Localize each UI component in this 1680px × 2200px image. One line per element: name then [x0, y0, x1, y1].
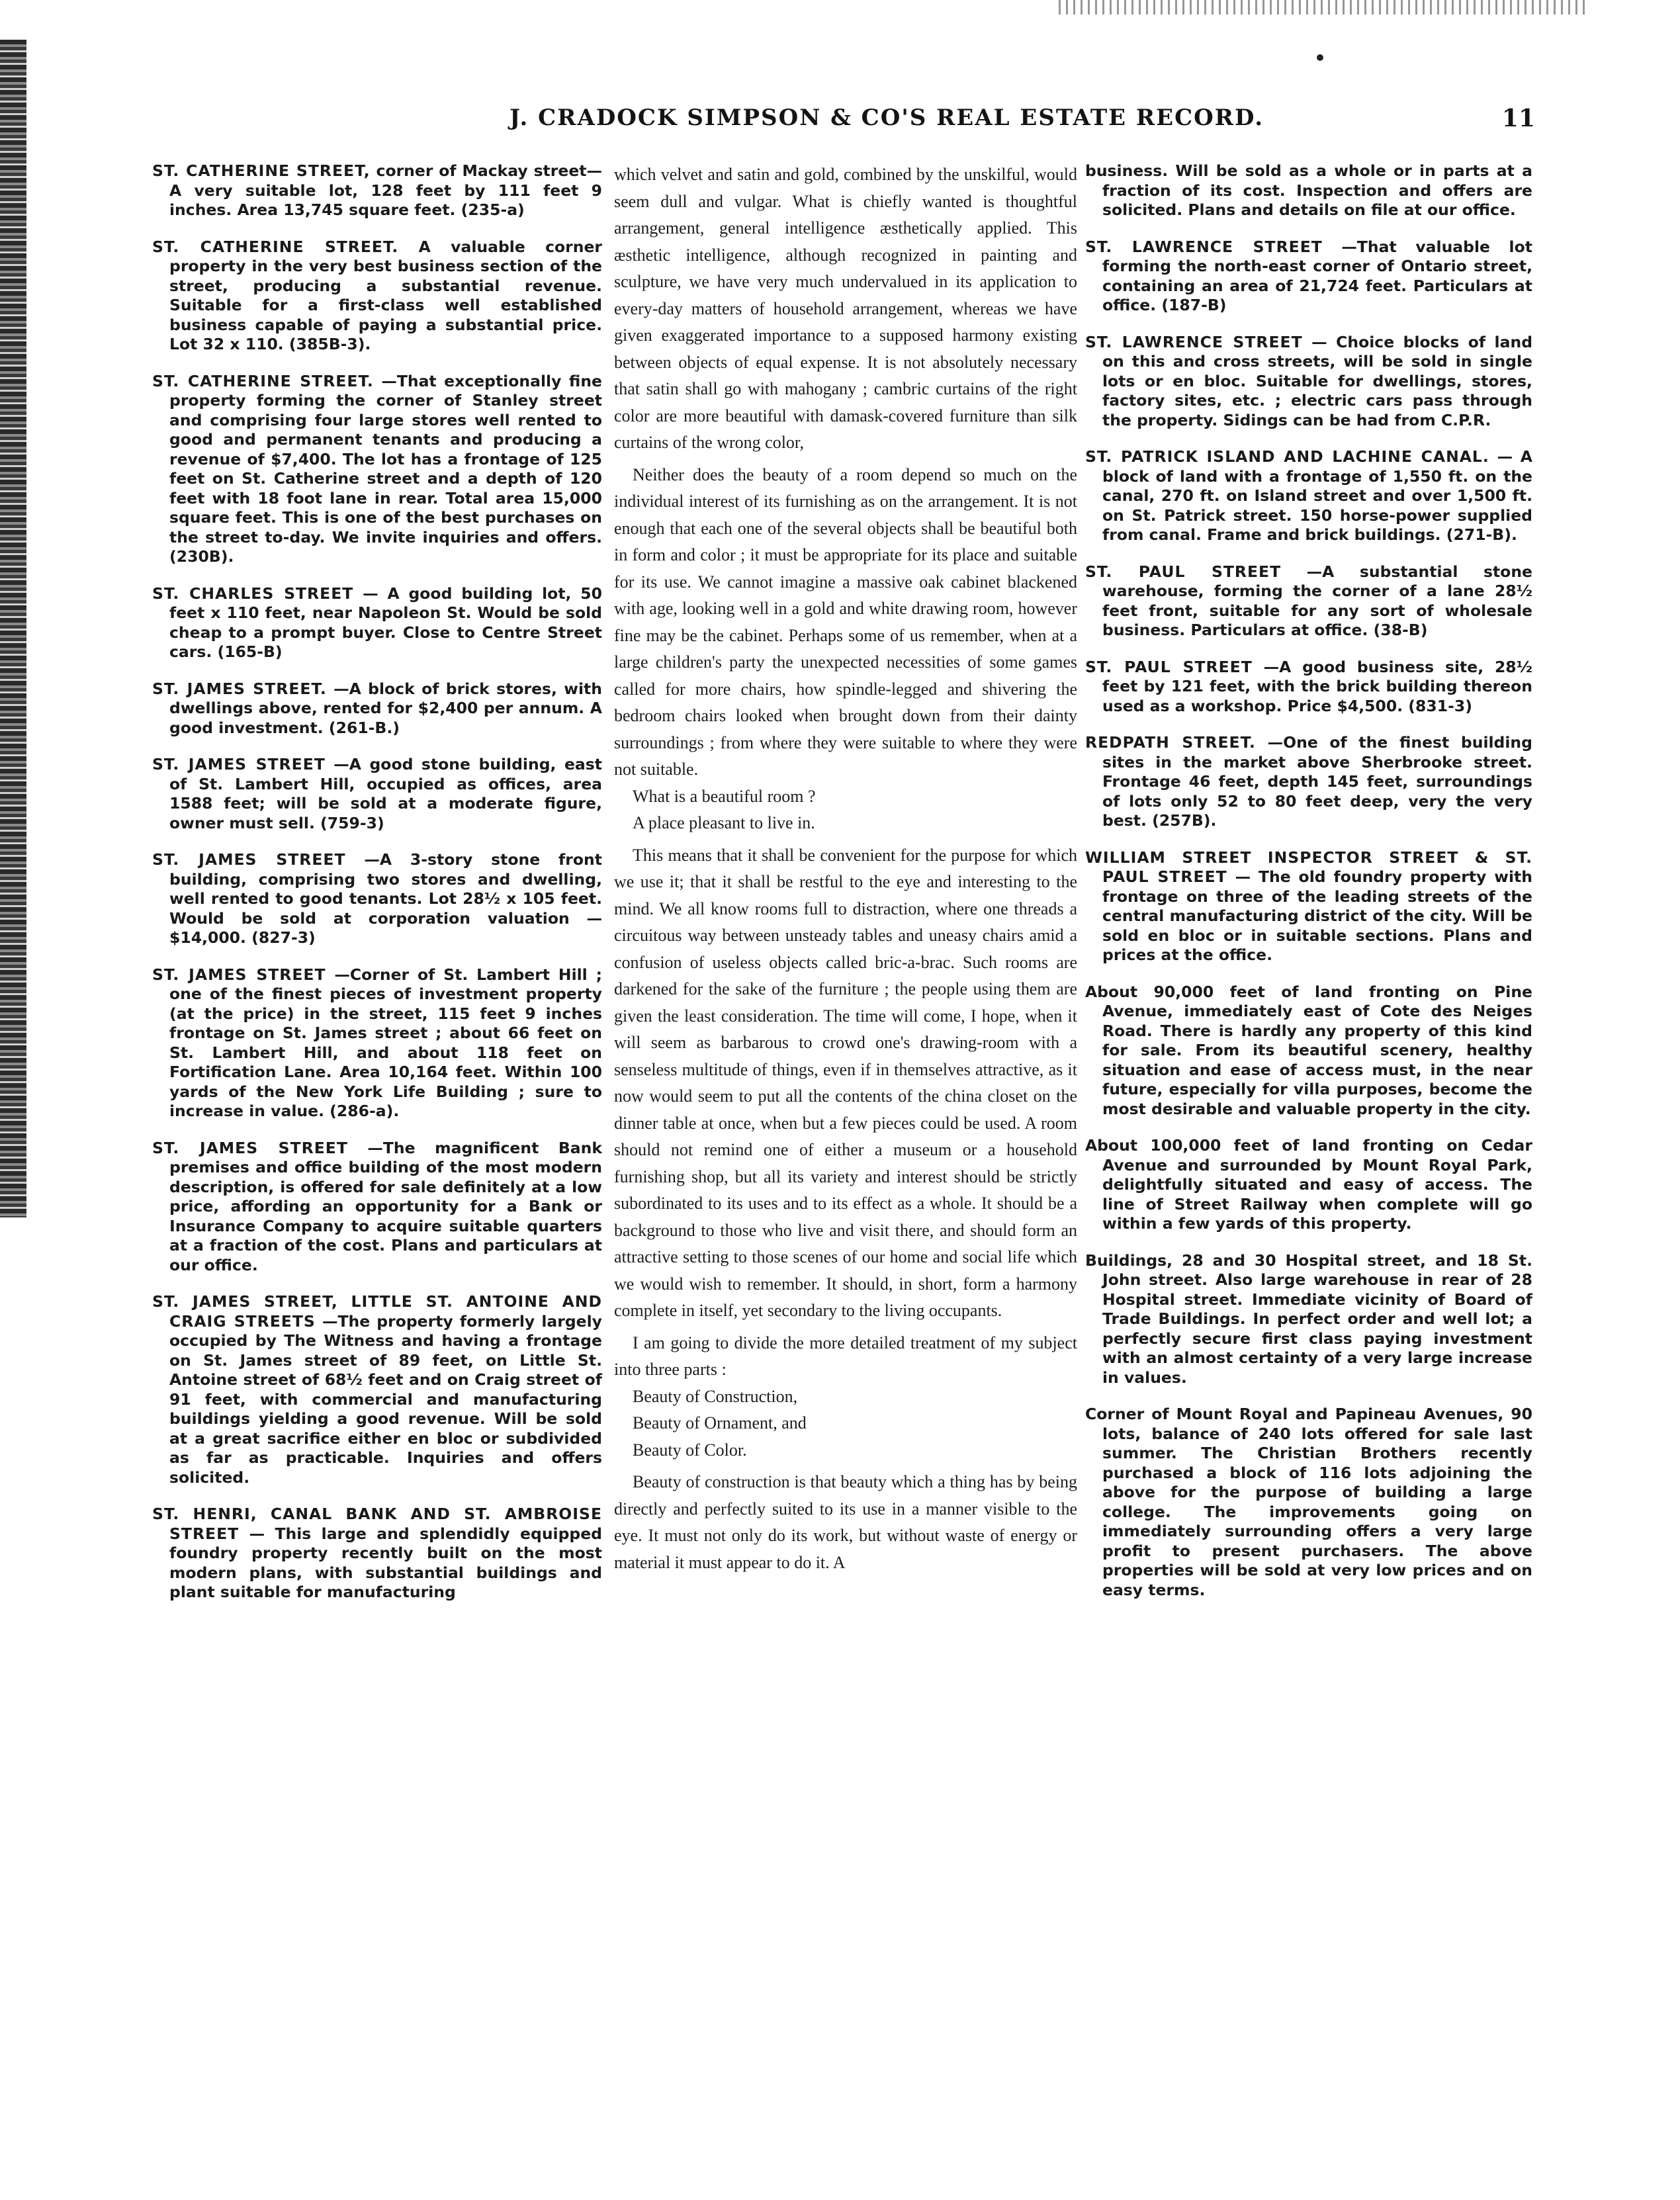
- listing-body: Buildings, 28 and 30 Hospital street, and 18 St. John street. Also large warehouse in rear of 28 Hospital street. Immediate vicinity of Board of Trade Buildings. In perfect order and well lot; a perfectly secure first class paying investment with an almost certainty of a very large increase in values.: [1085, 1251, 1532, 1387]
- property-listing: [1085, 1251, 1532, 1388]
- property-listing: [1085, 983, 1532, 1120]
- essay-paragraph: This means that it shall be convenient for the purpose for which we use it; that it shall be restful to the eye and interesting to the mind. We all know rooms full to distraction, where one threads a circuitous way between unsteady tables and uneasy chairs amid a confusion of useless objects called bric-a-brac. Such rooms are darkened for the sake of the furniture ; the people using them are given the least consideration. The time will come, I hope, when it will seem as barbarous to crowd one's drawing-room with a senseless multitude of things, even if in themselves attractive, as it now would seem to put all the contents of the china closet on the dinner table at once, when but a few pieces could be used. A room should not remind one of either a museum or a household furnishing shop, but all its variety and interest should be strictly subordinated to its uses and to its effect as a whole. It should be a background to those who live and visit there, and should form an attractive setting to those scenes of our home and social life which we would wish to remember. It should, in short, form a harmony complete in itself, yet secondary to the living occupants.: [614, 845, 1077, 1320]
- property-listing: [152, 161, 602, 220]
- property-listing: [1085, 238, 1532, 316]
- essay-line: Beauty of Color.: [633, 1440, 747, 1460]
- property-listing: [1085, 733, 1532, 831]
- right-column-listings: [1085, 161, 1532, 1617]
- listing-heading: ST. PAUL STREET: [1085, 657, 1253, 676]
- listing-body: —The property formerly largely occupied by The Witness and having a frontage on St. James street of 89 feet, on Little St. Antoine street of 68½ feet and on Craig street of 91 feet, with commercial and manufacturing buildings yielding a good revenue. Will be sold at a great sacrifice either en bloc or subdivided as far as practicable. Inquiries and offers solicited.: [169, 1311, 602, 1487]
- listing-heading: ST. JAMES STREET: [152, 850, 346, 869]
- scan-artifact: [1059, 0, 1588, 15]
- left-column-listings: [152, 161, 602, 1620]
- scanned-binding-edge: [0, 40, 26, 1217]
- listing-body: —That exceptionally fine property forming the corner of Stanley street and comprising four large stores well rented to good and permanent tenants and producing a revenue of $7,400. The lot has a frontage of 125 feet on St. Catherine street and a depth of 120 feet with 18 foot lane in rear. Total area 15,000 square feet. This is one of the best purchases on the street to-day. We invite inquiries and offers. (230B).: [169, 371, 602, 566]
- listing-body: —Corner of St. Lambert Hill ; one of the finest pieces of investment property (at the price) in the street, 115 feet 9 inches frontage on St. James street ; about 66 feet on St. Lambert Hill, and about 118 feet on Fortification Lane. Area 10,164 feet. Within 100 yards of the New York Life Building ; sure to increase in value. (286-a).: [169, 965, 602, 1120]
- listing-heading: ST. JAMES STREET: [152, 965, 326, 984]
- property-listing: [1085, 658, 1532, 717]
- essay-line: Beauty of Construction,: [633, 1386, 798, 1406]
- property-listing: [152, 1139, 602, 1276]
- property-listing: [152, 1505, 602, 1603]
- listing-body: A valuable corner property in the very best business section of the street, producing a substantial revenue. Suitable for a first-class well established business capable of paying a substantial price. Lot 32 x 110. (385B-3).: [169, 237, 602, 353]
- page-header: [152, 105, 1535, 138]
- listing-heading: ST. JAMES STREET: [152, 755, 326, 773]
- listing-body: —The magnificent Bank premises and office building of the most modern description, is offered for sale definitely at a low price, affording an opportunity for a Bank or Insurance Company to acquire suitable quarters at a fraction of the cost. Plans and particulars at our office.: [169, 1138, 602, 1274]
- listing-heading: ST. JAMES STREET.: [152, 679, 327, 698]
- listing-body: —That valuable lot forming the north-east corner of Ontario street, containing an area of 21,724 feet. Particulars at office. (187-B): [1102, 237, 1532, 314]
- listing-body: business. Will be sold as a whole or in parts at a fraction of its cost. Inspection and offers are solicited. Plans and details on file at our office.: [1085, 161, 1532, 219]
- property-listing: [152, 238, 602, 355]
- property-listing: [1085, 1136, 1532, 1234]
- middle-column-essay: [614, 161, 1077, 1576]
- listing-heading: ST. LAWRENCE STREET: [1085, 332, 1303, 351]
- essay-line: A place pleasant to live in.: [633, 813, 815, 832]
- listing-heading: ST. CATHERINE STREET.: [152, 237, 399, 256]
- property-listing: [152, 755, 602, 833]
- property-listing: [1085, 562, 1532, 640]
- property-listing: [1085, 447, 1532, 545]
- listing-body: About 100,000 feet of land fronting on Cedar Avenue and surrounded by Mount Royal Park, delightfully situated and easy of access. The line of Street Railway when complete will go within a few yards of this property.: [1085, 1136, 1532, 1233]
- listing-heading: ST. JAMES STREET: [152, 1138, 348, 1157]
- scan-speck: [1317, 54, 1323, 61]
- listing-body: — A block of land with a frontage of 1,550 ft. on the canal, 270 ft. on Island street and over 1,500 ft. on St. Patrick street. 150 horse-power supplied from canal. Frame and brick buildings. (271-B).: [1102, 447, 1532, 544]
- listing-body: —A good business site, 28½ feet by 121 feet, with the brick building thereon used as a workshop. Price $4,500. (831-3): [1102, 657, 1532, 715]
- listing-heading: ST. HENRI, CANAL BANK AND ST. AMBROISE STREET: [152, 1505, 602, 1543]
- listing-heading: ST. LAWRENCE STREET: [1085, 237, 1323, 256]
- listing-heading: WILLIAM STREET INSPECTOR STREET & ST. PAUL STREET: [1085, 848, 1532, 886]
- listing-heading: ST. CATHERINE STREET.: [152, 371, 374, 390]
- property-listing: [1085, 333, 1532, 431]
- listing-heading: ST. PAUL STREET: [1085, 562, 1282, 581]
- listing-body: Corner of Mount Royal and Papineau Avenues, 90 lots, balance of 240 lots offered for sale last summer. The Christian Brothers recently purchased a block of 116 lots adjoining the above for the purpose of building a large college. The improvements going on immediately surrounding offers a very large profit to present purchasers. The above properties will be sold at very low prices and on easy terms.: [1085, 1405, 1532, 1599]
- listing-heading: ST. JAMES STREET, LITTLE ST. ANTOINE AND CRAIG STREETS: [152, 1292, 602, 1331]
- listing-body: — The old foundry property with frontage on three of the leading streets of the central manufacturing district of the city. Will be sold en bloc or in suitable sections. Plans and prices at the office.: [1102, 867, 1532, 964]
- listing-body: —A 3-story stone front building, comprising two stores and dwelling, well rented to good tenants. Lot 28½ x 105 feet. Would be sold at corporation valuation — $14,000. (827-3): [169, 850, 602, 947]
- essay-paragraph: which velvet and satin and gold, combined by the unskilful, would seem dull and vulgar. What is chiefly wanted is thoughtful arrangement, general intelligence æsthetically applied. This æsthetic intelligence, although recognized in painting and sculpture, we have very much undervalued in its application to every-day matters of household arrangement, whereas we have given exaggerated importance to a supposed harmony existing between objects of equal expense. It is not absolutely necessary that satin shall go with mahogany ; cambric curtains of the right color are more beautiful with damask-covered furniture than silk curtains of the wrong color,: [614, 165, 1077, 452]
- property-listing: [152, 680, 602, 738]
- listing-heading: ST. PATRICK ISLAND AND LACHINE CANAL.: [1085, 447, 1489, 466]
- property-listing: [152, 1292, 602, 1487]
- property-listing: [152, 372, 602, 567]
- listing-body: —A substantial stone warehouse, forming the corner of a lane 28½ feet front, suitable for any sort of wholesale business. Particulars at office. (38-B): [1102, 562, 1532, 639]
- listing-body: —A good stone building, east of St. Lambert Hill, occupied as offices, area 1588 feet; will be sold at a moderate figure, owner must sell. (759-3): [169, 755, 602, 832]
- property-listing: [1085, 848, 1532, 965]
- listing-body: About 90,000 feet of land fronting on Pine Avenue, immediately east of Cote des Neiges Road. There is hardly any property of this kind for sale. From its beautiful scenery, healthy situation and ease of access must, in the near future, especially for villa purposes, become the most desirable and valuable property in the city.: [1085, 982, 1532, 1118]
- listing-heading: ST. CATHERINE STREET,: [152, 161, 371, 180]
- property-listing: [152, 965, 602, 1122]
- listing-heading: REDPATH STREET.: [1085, 733, 1256, 752]
- listing-body: — Choice blocks of land on this and cross streets, will be sold in single lots or en bloc. Suitable for dwellings, stores, factory sites, etc. ; electric cars pass through the property. Sidings can be had from C.P.R.: [1102, 332, 1533, 429]
- listing-body: —One of the finest building sites in the market above Sherbrooke street. Frontage 46 feet, depth 145 feet, surroundings of lots only 52 to 80 feet deep, very the very best. (257B).: [1102, 733, 1532, 830]
- listing-body: —A block of brick stores, with dwellings above, rented for $2,400 per annum. A good investment. (261-B.): [169, 679, 602, 737]
- listing-body: — This large and splendidly equipped foundry property recently built on the most modern plans, with substantial buildings and plant suitable for manufacturing: [169, 1524, 603, 1601]
- running-title: J. CRADOCK SIMPSON & CO'S REAL ESTATE RECORD.: [509, 105, 1264, 131]
- page-number: 11: [1501, 105, 1535, 132]
- essay-paragraph: Neither does the beauty of a room depend so much on the individual interest of its furnishing as on the arrangement. It is not enough that each one of the several objects shall be beautiful both in form and color ; it must be appropriate for its place and suitable for its use. We cannot imagine a massive oak cabinet blackened with age, looking well in a gold and white drawing room, however fine may be the cabinet. Perhaps some of us remember, when at a large children's party the unexpected necessities of some games called for more chairs, how spindle-legged and shivering the bedroom chairs looked when brought down from their dainty surroundings ; from where they were suitable to where they were not suitable.: [614, 464, 1077, 779]
- listing-body: — A good building lot, 50 feet x 110 feet, near Napoleon St. Would be sold cheap to a prompt buyer. Close to Centre Street cars. (165-B): [169, 584, 602, 661]
- essay-line: What is a beautiful room ?: [633, 786, 816, 806]
- essay-line: Beauty of Ornament, and: [633, 1413, 807, 1432]
- listing-heading: ST. CHARLES STREET: [152, 584, 354, 603]
- property-listing: [152, 584, 602, 662]
- property-listing: [1085, 1405, 1532, 1600]
- listing-body: corner of Mackay street—A very suitable lot, 128 feet by 111 feet 9 inches. Area 13,745 square feet. (235-a): [169, 161, 602, 219]
- property-listing: [152, 850, 602, 948]
- property-listing: [1085, 161, 1532, 220]
- essay-paragraph: Beauty of construction is that beauty which a thing has by being directly and perfectly suited to its use in a manner visible to the eye. It must not only do its work, but without waste of energy or material it must appear to do it. A: [614, 1472, 1077, 1572]
- essay-paragraph: I am going to divide the more detailed treatment of my subject into three parts :: [614, 1333, 1077, 1379]
